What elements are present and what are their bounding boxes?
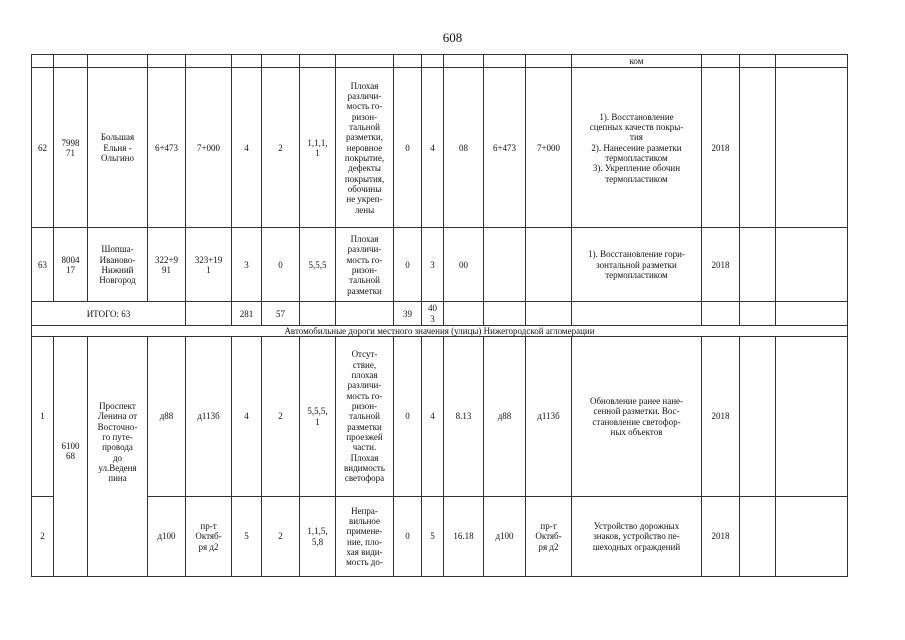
cell-line: Непра- [351, 505, 378, 516]
cell-line: тальной [349, 411, 380, 422]
cell-line: 5,5,5, [307, 406, 328, 417]
cell-line: Ельня - [103, 142, 132, 153]
road-name [88, 337, 148, 577]
cell-line: видимость [344, 463, 385, 474]
cell-line: 1,1,5, [307, 526, 328, 537]
cell-line: го путе- [102, 432, 133, 443]
cell-line: термопластиком [605, 173, 668, 184]
cell-line: зонтальной разметки [596, 259, 677, 270]
year: 2018 [702, 228, 740, 302]
cell-line: вильное [348, 515, 381, 526]
cell-line: Проспект [99, 401, 136, 412]
cell-line: Отсут- [351, 349, 378, 360]
cell-line: ризон- [351, 401, 378, 412]
measures [572, 68, 702, 228]
cell-line: дефекты [348, 163, 381, 174]
year: 2018 [702, 68, 740, 228]
cell-line: 1,1,1, [307, 137, 328, 148]
total-row [32, 302, 848, 326]
cell-line: покрытие, [344, 153, 385, 164]
cell-line: разметки [347, 421, 382, 432]
cell-line: 2). Нанесение разметки [591, 142, 682, 153]
km-to [186, 497, 232, 577]
cell-line: ных объектов [610, 426, 663, 437]
cell-line: мость го- [346, 254, 383, 265]
cell-line: Октяб- [195, 531, 222, 542]
cell-line: различи- [347, 90, 382, 101]
measures-fragment: ком [572, 55, 702, 68]
cell-line: различи- [347, 244, 382, 255]
col-11: 08 [444, 68, 484, 228]
measure-to: 7+000 [526, 68, 572, 228]
col-10: 5 [422, 497, 444, 577]
section-title: Автомобильные дороги местного значения (улицы) Нижегородской агломерации [32, 326, 848, 337]
cell-line: Плохая [350, 233, 379, 244]
cell-line: Новгород [99, 275, 136, 286]
cell-line: ул.Веденя [98, 463, 137, 474]
page-number: 608 [442, 30, 463, 45]
row-number: 63 [32, 228, 54, 302]
measure-from: 6+473 [484, 68, 526, 228]
defects-description [336, 68, 394, 228]
cell-line: 1 [315, 147, 320, 158]
cell-line: термопластиком [605, 270, 668, 281]
cell-line: 68 [66, 451, 75, 462]
col-9: 0 [394, 337, 422, 497]
measure-from [484, 228, 526, 302]
cell-line: мость го- [346, 390, 383, 401]
cell-line: 322+9 [154, 254, 179, 265]
year: 2018 [702, 337, 740, 497]
row-number: 2 [32, 497, 54, 577]
defects-description [336, 497, 394, 577]
km-to: 7+000 [186, 68, 232, 228]
cell-line: Иваново- [99, 254, 136, 265]
measures [572, 337, 702, 497]
col-5: 4 [232, 68, 262, 228]
cell-line: до [112, 452, 123, 463]
cell-line: 323+19 [194, 254, 223, 265]
col-10: 4 [422, 337, 444, 497]
km-from: 6+473 [148, 68, 186, 228]
table-row [32, 68, 848, 228]
col-5: 3 [232, 228, 262, 302]
section-row [32, 326, 848, 337]
km-from: д100 [148, 497, 186, 577]
measures [572, 497, 702, 577]
cell-line: лены [354, 204, 375, 215]
cell-line: 40 [428, 303, 437, 314]
col-10: 4 [422, 68, 444, 228]
cell-line: проезжей [346, 432, 383, 443]
km-from [148, 228, 186, 302]
cell-line: сенной разметки. Вос- [593, 406, 680, 417]
col-7: 5,5,5 [300, 228, 336, 302]
cell-line: Плохая [350, 452, 379, 463]
cell-line: термопластиком [605, 153, 668, 164]
table-row [32, 497, 848, 577]
col-5: 5 [232, 497, 262, 577]
col-7 [300, 337, 336, 497]
cell-line: 1). Восстановление [599, 111, 674, 122]
cell-line: 5,8 [311, 536, 324, 547]
cell-line: 8004 [61, 254, 80, 265]
road-code [54, 228, 88, 302]
col-9: 0 [394, 497, 422, 577]
cell-line: Ленина от [97, 411, 138, 422]
col-6: 2 [262, 497, 300, 577]
cell-line: Устройство дорожных [593, 521, 680, 532]
cell-line: разметки [347, 285, 382, 296]
col-11: 00 [444, 228, 484, 302]
cell-line: части. [352, 442, 377, 453]
cell-line: тальной [349, 121, 380, 132]
row-number: 1 [32, 337, 54, 497]
measure-to [526, 497, 572, 577]
cell-line: Восточно- [97, 421, 138, 432]
measure-from: д100 [484, 497, 526, 577]
cell-line: покрытия, [344, 173, 385, 184]
measure-to: д113б [526, 337, 572, 497]
table-row [32, 228, 848, 302]
measures [572, 228, 702, 302]
cell-line: знаков, устройство пе- [593, 531, 680, 542]
cell-line: не укреп- [346, 194, 383, 205]
cell-line: примене- [346, 526, 383, 537]
col-6: 0 [262, 228, 300, 302]
col-9: 0 [394, 228, 422, 302]
km-from: д88 [148, 337, 186, 497]
cell-line: 1 [315, 416, 320, 427]
cell-line: 91 [162, 264, 171, 275]
defects-description [336, 337, 394, 497]
road-code [54, 337, 88, 577]
col-5: 4 [232, 337, 262, 497]
cell-line: разметки, [346, 132, 383, 143]
cell-line: 1). Восстановление гори- [588, 249, 685, 260]
cell-line: 6100 [61, 441, 80, 452]
table-row [32, 337, 848, 497]
cell-line: Шопша- [101, 244, 134, 255]
cell-line: 71 [66, 147, 75, 158]
year: 2018 [702, 497, 740, 577]
col-6: 2 [262, 68, 300, 228]
cell-line: обочины [347, 184, 382, 195]
total-col-6: 57 [262, 302, 300, 326]
cell-line: пр-т [200, 521, 217, 532]
col-10: 3 [422, 228, 444, 302]
cell-line: 3 [430, 313, 435, 324]
cell-line: ря д2 [538, 541, 559, 552]
km-to: д113б [186, 337, 232, 497]
cell-line: мость до- [346, 557, 383, 568]
cell-line: плохая [351, 369, 378, 380]
col-9: 0 [394, 68, 422, 228]
cell-line: шеходных ограждений [592, 541, 681, 552]
cell-line: Октяб- [535, 531, 562, 542]
cell-line: пина [108, 473, 127, 484]
measure-to [526, 228, 572, 302]
total-col-9: 39 [394, 302, 422, 326]
cell-line: ризон- [351, 111, 378, 122]
cell-line: ствие, [352, 359, 377, 370]
cell-line: Большая [100, 132, 135, 143]
cell-line: 17 [66, 264, 75, 275]
cell-line: светофора [344, 473, 385, 484]
cell-line: неровное [346, 142, 383, 153]
km-to [186, 228, 232, 302]
cell-line: ря д2 [198, 541, 219, 552]
total-label: ИТОГО: 63 [32, 302, 186, 326]
cell-line: ризон- [351, 264, 378, 275]
cell-line: Плохая [350, 80, 379, 91]
road-code [54, 68, 88, 228]
road-name [88, 68, 148, 228]
cell-line: различи- [347, 380, 382, 391]
total-col-10 [422, 302, 444, 326]
cell-line: пр-т [540, 521, 557, 532]
col-7 [300, 68, 336, 228]
cell-line: 3). Укрепление обочин [592, 163, 681, 174]
road-name [88, 228, 148, 302]
col-6: 2 [262, 337, 300, 497]
measure-from: д88 [484, 337, 526, 497]
cell-line: Нижний [101, 264, 134, 275]
cell-line: 1 [206, 264, 211, 275]
cell-line: 7998 [61, 137, 80, 148]
continuation-row [32, 55, 848, 68]
col-7 [300, 497, 336, 577]
cell-line: ние, пло- [347, 536, 382, 547]
cell-line: становление светофор- [592, 416, 681, 427]
cell-line: провода [102, 442, 133, 453]
cell-line: тальной [349, 275, 380, 286]
row-number: 62 [32, 68, 54, 228]
cell-line: сцепных качеств покры- [589, 121, 684, 132]
cell-line: мость го- [346, 101, 383, 112]
cell-line: Ольгино [101, 153, 134, 164]
cell-line: Обновление ранее нане- [589, 395, 684, 406]
col-11: 16.18 [444, 497, 484, 577]
total-col-5: 281 [232, 302, 262, 326]
cell-line: хая види- [346, 546, 383, 557]
defects-description [336, 228, 394, 302]
defects-table [31, 54, 848, 577]
cell-line: тия [630, 132, 643, 143]
col-11: 8.13 [444, 337, 484, 497]
